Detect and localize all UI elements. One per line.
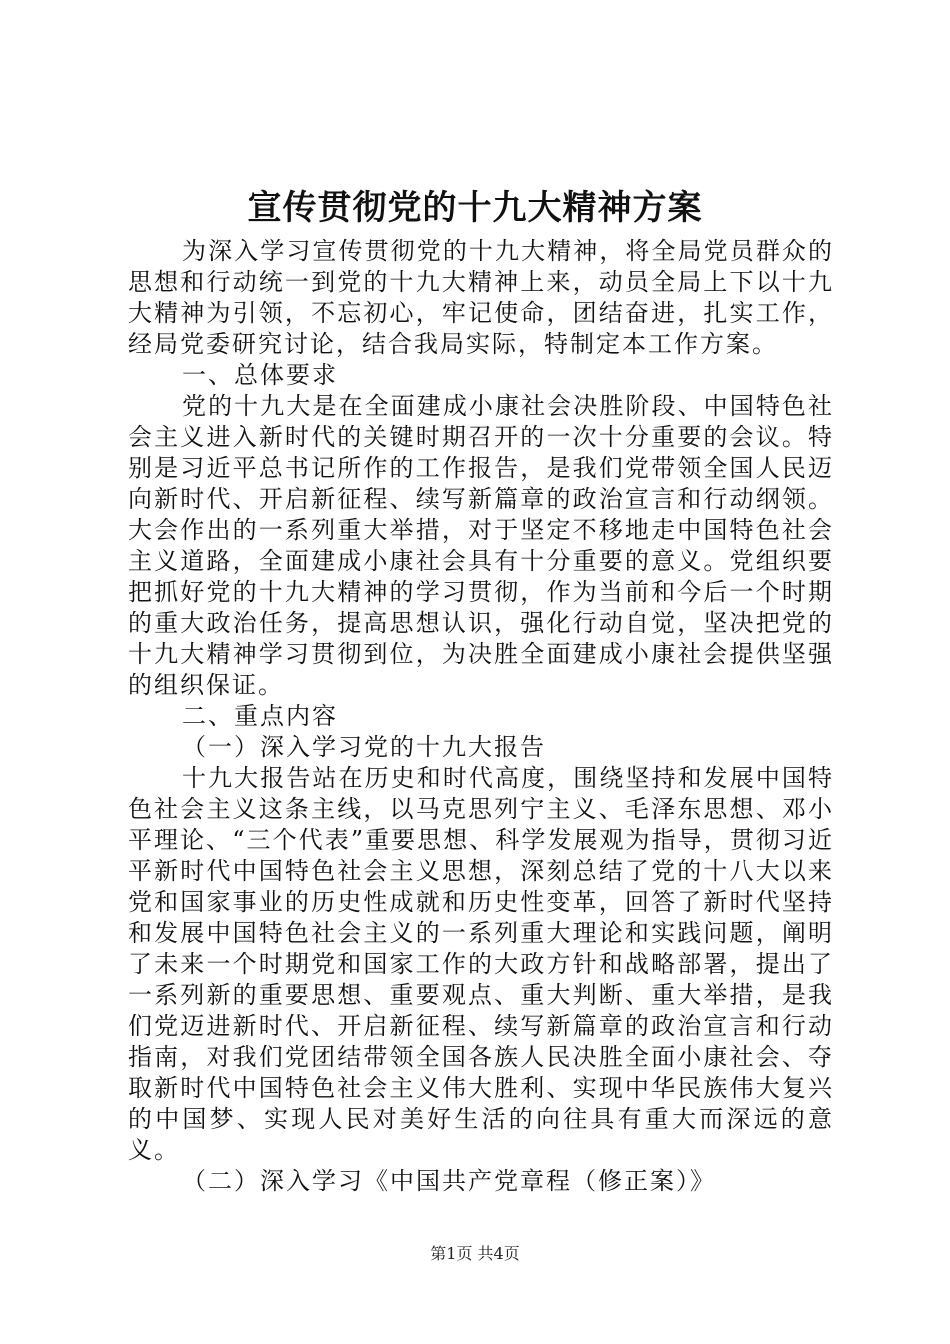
intro-paragraph: 为深入学习宣传贯彻党的十九大精神，将全局党员群众的思想和行动统一到党的十九大精神上来，动员全局上下以十九大精神为引领，不忘初心，牢记使命，团结奋进，扎实工作，经局党委研究讨论，结合我局实际，特制定本工作方案。 (128, 237, 834, 358)
section-heading-key-content: 二、重点内容 (182, 702, 338, 730)
general-requirements-paragraph: 党的十九大是在全面建成小康社会决胜阶段、中国特色社会主义进入新时代的关键时期召开的一次十分重要的会议。特别是习近平总书记所作的工作报告，是我们党带领全国人民迈向新时代、开启新征程、续写新篇章的政治宣言和行动纲领。大会作出的一系列重大举措，对于坚定不移地走中国特色社会主义道路，全面建成小康社会具有十分重要的意义。党组织要把抓好党的十九大精神的学习贯彻，作为当前和今后一个时期的重大政治任务，提高思想认识，强化行动自觉，坚决把党的十九大精神学习贯彻到位，为决胜全面建成小康社会提供坚强的组织保证。 (128, 392, 834, 699)
document-title: 宣传贯彻党的十九大精神方案 (247, 188, 703, 228)
section-heading-general-requirements: 一、总体要求 (182, 361, 338, 389)
subsection-heading-report: （一）深入学习党的十九大报告 (182, 733, 546, 761)
document-body (128, 236, 834, 1197)
page-number-footer: 第1页 共4页 (430, 1244, 520, 1263)
subsection-heading-constitution: （二）深入学习《中国共产党章程（修正案）》 (182, 1167, 716, 1195)
report-paragraph: 十九大报告站在历史和时代高度，围绕坚持和发展中国特色社会主义这条主线，以马克思列宁主义、毛泽东思想、邓小平理论、“三个代表”重要思想、科学发展观为指导，贯彻习近平新时代中国特色社会主义思想，深刻总结了党的十八大以来党和国家事业的历史性成就和历史性变革，回答了新时代坚持和发展中国特色社会主义的一系列重大理论和实践问题，阐明了未来一个时期党和国家工作的大政方针和战略部署，提出了一系列新的重要思想、重要观点、重大判断、重大举措，是我们党迈进新时代、开启新征程、续写新篇章的政治宣言和行动指南，对我们党团结带领全国各族人民决胜全面小康社会、夺取新时代中国特色社会主义伟大胜利、实现中华民族伟大复兴的中国梦、实现人民对美好生活的向往具有重大而深远的意义。 (128, 764, 834, 1164)
